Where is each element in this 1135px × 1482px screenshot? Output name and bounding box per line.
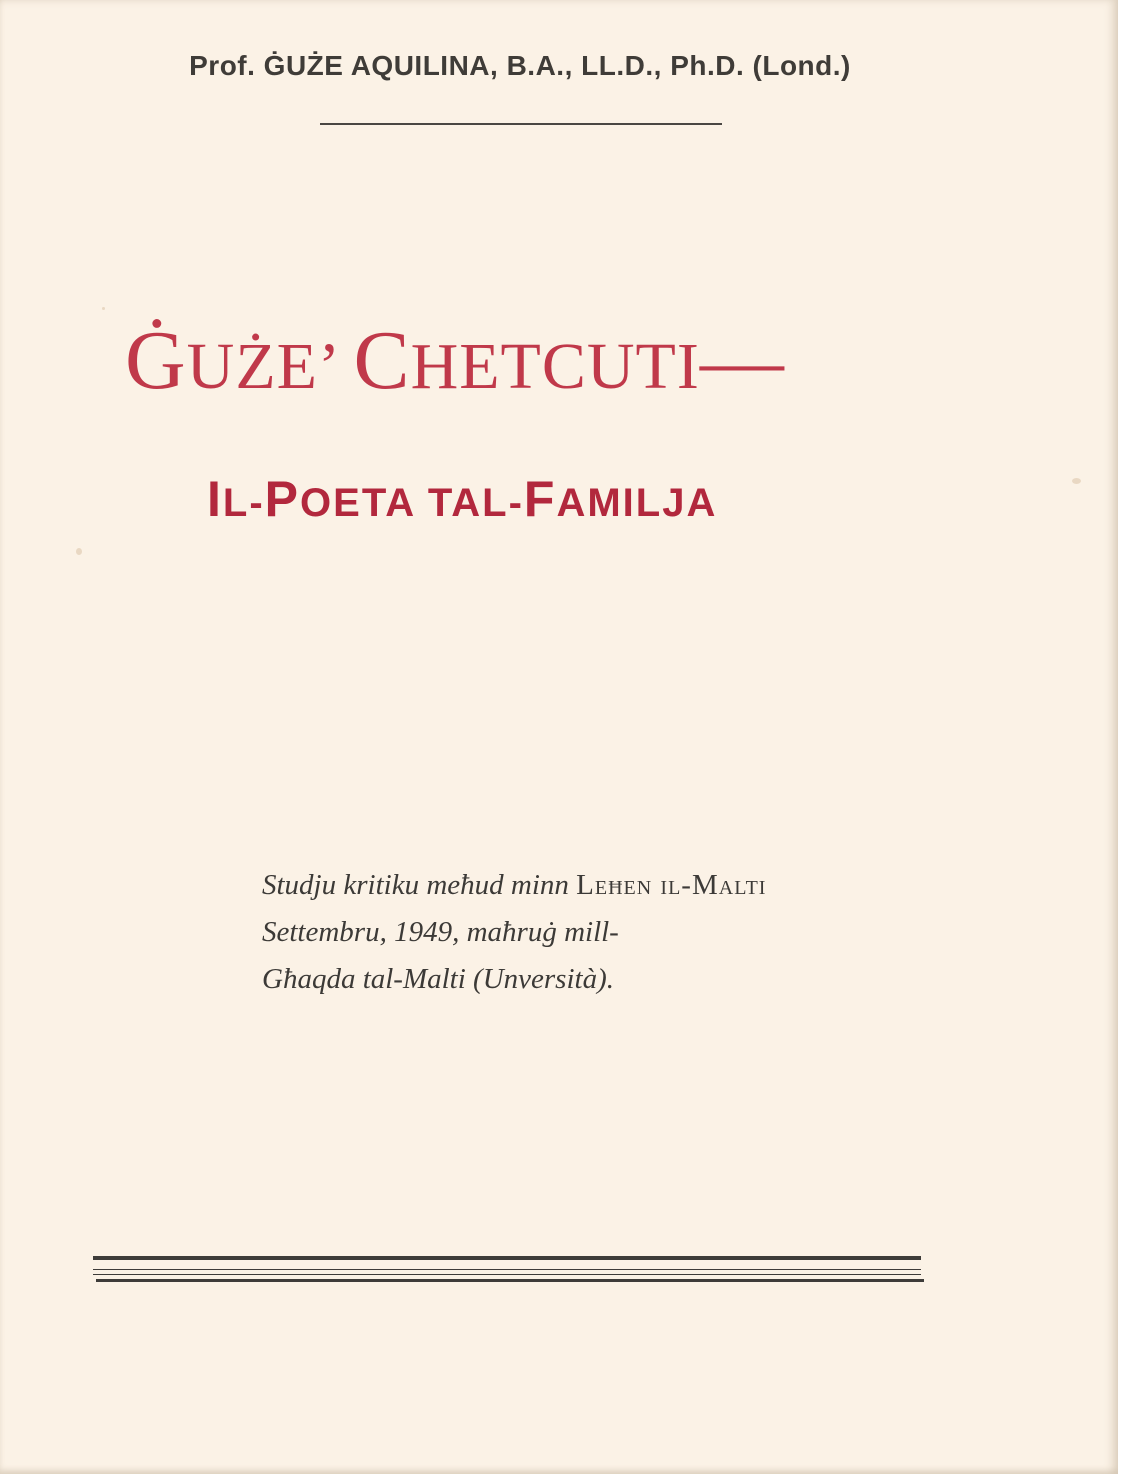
- note-line: [262, 862, 766, 909]
- title-initial-g: Ġ: [125, 314, 187, 407]
- publication-note: [262, 862, 766, 1003]
- paper-stain: [102, 307, 105, 310]
- note-line: Settembru, 1949, maħruġ mill-: [262, 916, 619, 948]
- paper-stain: [1072, 478, 1081, 484]
- note-line: Għaqda tal-Malti (Unversità).: [262, 963, 614, 995]
- main-title: [125, 312, 785, 409]
- title-dash: —: [699, 314, 785, 407]
- subtitle-initial: P: [264, 471, 301, 527]
- title-part: HETCUTI: [410, 330, 700, 403]
- journal-name: Leħen il-Malti: [576, 869, 767, 901]
- author-credit: Prof. ĠUŻE AQUILINA, B.A., LL.D., Ph.D. (Lond.): [189, 50, 851, 81]
- bottom-rule-thin: [93, 1269, 921, 1270]
- subtitle-part: L-: [222, 481, 265, 525]
- title-part: UŻE’: [186, 330, 354, 403]
- subtitle-initial: I: [207, 471, 223, 527]
- title-initial-c: C: [353, 314, 411, 407]
- divider-line: [320, 123, 722, 125]
- subtitle-part: AMILJA: [556, 481, 718, 525]
- paper-stain: [76, 548, 82, 555]
- subtitle-initial: F: [523, 471, 557, 527]
- subtitle: [207, 470, 717, 528]
- bottom-rule-thick: [93, 1256, 921, 1260]
- bottom-rule-thin: [93, 1274, 921, 1275]
- subtitle-part: OETA: [300, 481, 428, 525]
- bottom-rule-thick: [96, 1279, 924, 1282]
- note-text: Studju kritiku meħud minn: [262, 869, 577, 901]
- subtitle-part: TAL-: [427, 481, 524, 525]
